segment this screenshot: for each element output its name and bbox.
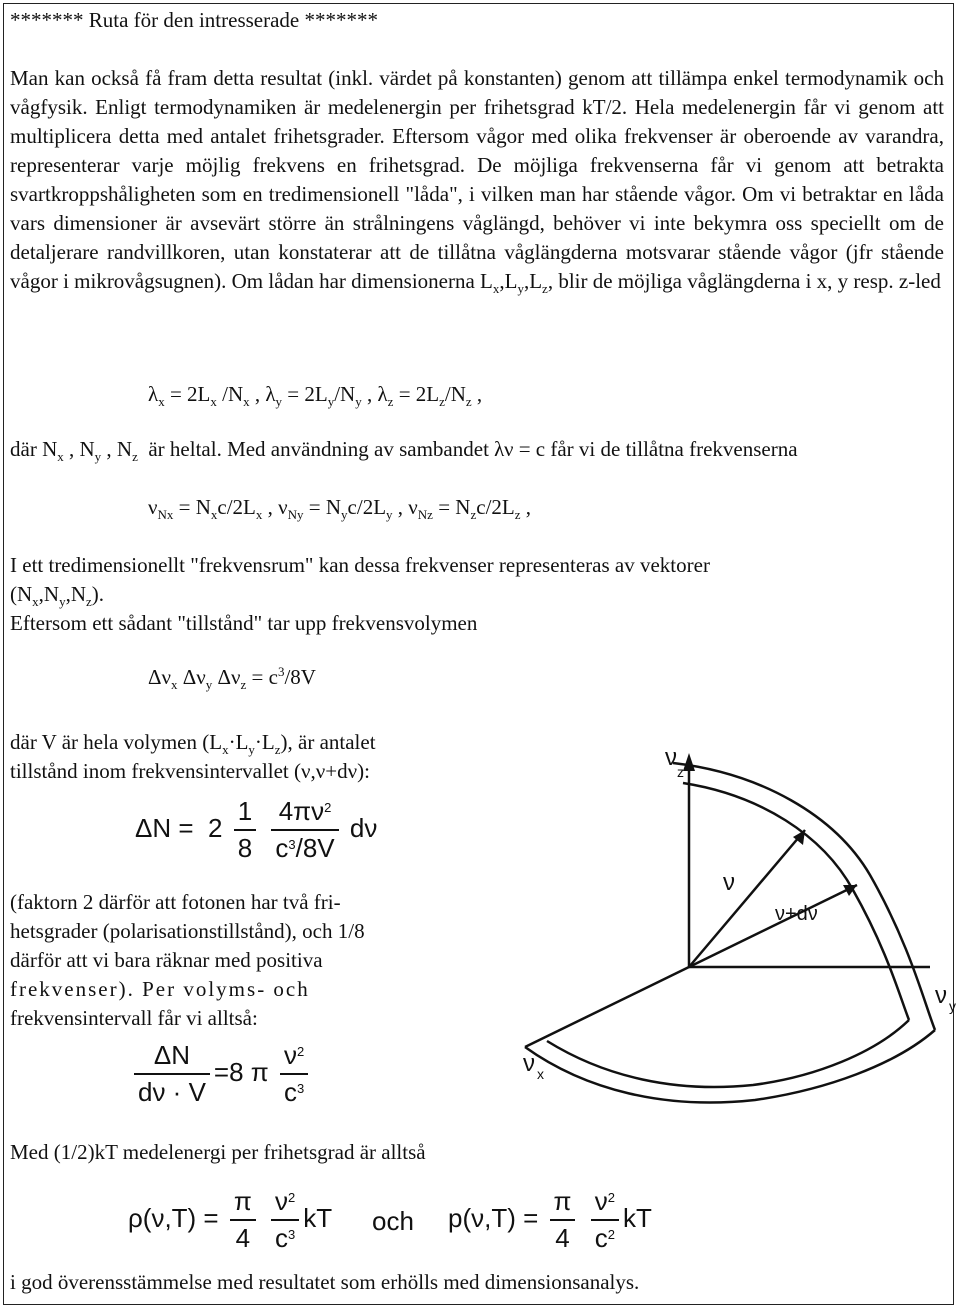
nu-z-label: ν bbox=[665, 744, 677, 771]
intro-paragraph bbox=[10, 64, 944, 303]
nu-z-sub: z bbox=[677, 764, 684, 780]
nu-x-label: ν bbox=[523, 1050, 535, 1077]
equipartition-line: Med (1/2)kT medelenergi per frihetsgrad är alltså bbox=[10, 1140, 426, 1164]
nu-y-label: ν bbox=[935, 982, 947, 1009]
conclusion-line: i god överensstämmelse med resultatet som erhölls med dimensionsanalys. bbox=[10, 1270, 640, 1294]
density-formula: $\frac{\Delta N}{d\nu \cdot V}$ =8 π $\frac{\nu^2}{c^3}$ bbox=[130, 1040, 312, 1108]
box-heading: ******* Ruta för den intresserade ******* bbox=[10, 8, 379, 32]
intro-text-end: blir de möjliga våglängderna i x, y resp. z-led bbox=[558, 269, 941, 293]
p-formula: p(ν,T) = $\frac{\pi}{4}$ $\frac{\nu^2}{c^2}$ kT bbox=[448, 1186, 652, 1253]
integer-line: där $N_x$ , $N_y$ , $N_z$ är heltal. Med användning av sambandet λν = c får vi de tillåtna frekvenserna bbox=[10, 437, 798, 464]
state-volume-line: Eftersom ett sådant "tillstånd" tar upp frekvensvolymen bbox=[10, 611, 478, 635]
nu-y-sub: y bbox=[949, 998, 956, 1014]
dv-formula: $\Delta\nu_x$ $\Delta\nu_y$ $\Delta\nu_z = c^3/8V$ bbox=[148, 664, 316, 692]
frequency-space-diagram bbox=[505, 735, 956, 1115]
och-word: och bbox=[372, 1206, 414, 1236]
dimensions-symbol: $L_x,L_y,L_z$, bbox=[480, 269, 554, 296]
rho-formula: ρ(ν,T) = $\frac{\pi}{4}$ $\frac{\nu^2}{c^3}$ kT bbox=[128, 1186, 333, 1253]
volume-line2: tillstånd inom frekvensintervallet (ν,ν+dν): bbox=[10, 759, 370, 783]
freqspace-line1: I ett tredimensionellt "frekvensrum" kan dessa frekvenser representeras av vektorer bbox=[10, 553, 710, 577]
volume-line1: där V är hela volymen $(L_x\cdot L_y\cdot L_z)$, är antalet bbox=[10, 730, 376, 757]
dN-formula: ΔN = 2 $\frac{1}{8}$ $\frac{4\pi\nu^2}{c^3/8V}$ dν bbox=[135, 796, 378, 863]
nu-label: ν bbox=[723, 869, 735, 896]
lambda-formula: $\lambda_x = 2L_x$ $/N_x$ , $\lambda_y = 2L_y/N_y$ , $\lambda_z = 2L_z/N_z$ , bbox=[148, 382, 483, 409]
intro-text: Man kan också få fram detta resultat (inkl. värdet på konstanten) genom att tillämpa enkel termodynamik och vågfysik. Enligt termodynamiken är medelenergin per frihetsgrad kT/2. Hela medelenergin får vi genom att multiplicera detta med antalet frihetsgrader. Eftersom vågor med olika frekvenser är oberoende av varandra, representerar varje möjlig frekvens en frihetsgrad. De möjliga frekvenserna får vi genom att betrakta svartkroppshåligheten som en tredimensionell "låda", i vilken man har stående vågor. Om vi betraktar en låda vars dimensioner är avsevärt större än strålningens våglängd, behöver vi inte bekymra oss speciellt om de detaljerare randvillkoren, utan konstaterar att de tillåtna våglängderna motsvarar stående vågor (jfr stående vågor i mikrovågsugnen). Om lådan har dimensionerna bbox=[10, 66, 944, 293]
nu-x-sub: x bbox=[537, 1066, 544, 1082]
nu-formula: $\nu_{Nx} = N_xc/2L_x$ , $\nu_{Ny} = N_yc/2L_y$ , $\nu_{Nz} = N_zc/2L_z$ , bbox=[148, 495, 532, 522]
nu-dnu-label: ν+dν bbox=[775, 903, 818, 925]
freqspace-line2: $(N_x,N_y,N_z)$. bbox=[10, 582, 105, 609]
